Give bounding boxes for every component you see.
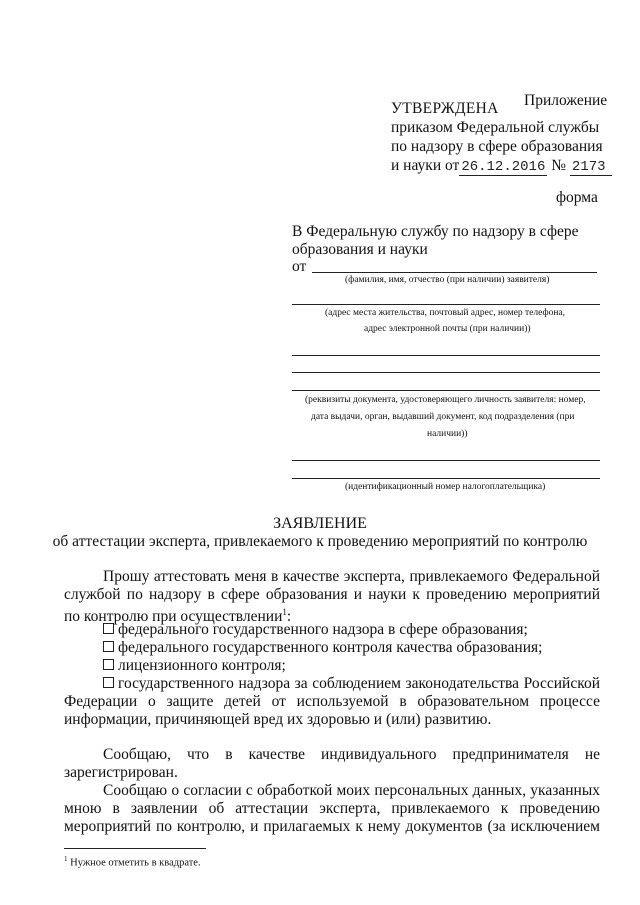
approved-label: УТВЕРЖДЕНА xyxy=(391,100,499,117)
body-p3-line-2: мною в заявлении об аттестации эксперта, привлекаемого к проведению xyxy=(64,800,600,817)
option-3-label: лицензионного контроля; xyxy=(118,657,286,674)
option-1-label: федерального государственного надзора в сфере образования; xyxy=(118,621,528,638)
option-education-supervision xyxy=(103,620,528,639)
checkbox-3[interactable] xyxy=(103,659,114,670)
option-2-label: федерального государственного контроля качества образования; xyxy=(118,639,543,656)
addressee-line-2: образования и науки xyxy=(292,241,428,258)
option-4-line-3: информации, причиняющей вред их здоровью и (или) развитию. xyxy=(64,711,492,728)
checkbox-1[interactable] xyxy=(103,623,114,634)
body-p1-line-3-text: по контролю при осуществлении xyxy=(64,608,283,626)
appendix-label: Приложение xyxy=(524,92,608,109)
address-field-line[interactable] xyxy=(292,304,600,305)
address-hint-1: (адрес места жительства, почтовый адрес, номер телефона, xyxy=(325,308,566,318)
address-hint-2: адрес электронной почты (при наличии)) xyxy=(364,324,531,334)
option-quality-control xyxy=(103,638,542,657)
id-doc-field-line-1[interactable] xyxy=(292,355,600,356)
body-p1-line-1: Прошу аттестовать меня в качестве эксперта, привлекаемого Федеральной xyxy=(103,568,600,585)
option-4-label-1: государственного надзора за соблюдением законодательства Российской xyxy=(118,675,600,692)
footnote-ref: 1 xyxy=(282,607,287,617)
inn-field-line-2[interactable] xyxy=(292,478,600,479)
id-doc-field-line-2[interactable] xyxy=(292,372,600,373)
order-number: 2173 xyxy=(570,159,612,176)
footnote-mark: 1 xyxy=(64,855,68,863)
order-line-3 xyxy=(391,156,612,177)
body-p2-line-1: Сообщаю, что в качестве индивидуального предпринимателя не xyxy=(103,746,600,763)
body-p1-line-2: службой по надзору в сфере образования и науки к проведению мероприятий xyxy=(64,586,600,603)
body-p3-line-3: мероприятий по контролю, и прилагаемых к нему документов (за исключением xyxy=(64,818,600,835)
addressee-line-1: В Федеральную службу по надзору в сфере xyxy=(292,223,579,240)
option-4-line-2: Федерации о защите детей от используемой в образовательном процессе xyxy=(64,693,600,710)
document-subtitle: об аттестации эксперта, привлекаемого к проведению мероприятий по контролю xyxy=(52,533,588,550)
body-p2-line-2: зарегистрирован. xyxy=(64,764,178,781)
id-doc-hint-1: (реквизиты документа, удостоверяющего личность заявителя: номер, xyxy=(305,395,586,405)
id-doc-hint-3: наличии)) xyxy=(427,429,468,439)
order-no-sign: № xyxy=(551,157,567,174)
from-label: от xyxy=(292,258,307,275)
footnote xyxy=(64,853,201,870)
name-field-line[interactable] xyxy=(312,272,597,273)
checkbox-2[interactable] xyxy=(103,641,114,652)
body-p1-line-3-end: : xyxy=(286,608,292,626)
id-doc-hint-2: дата выдачи, орган, выдавший документ, код подразделения (при xyxy=(311,412,575,422)
form-label: форма xyxy=(556,189,598,206)
option-licensing-control xyxy=(103,656,286,675)
footnote-separator xyxy=(64,848,206,849)
inn-field-line-1[interactable] xyxy=(292,460,600,461)
document-title: ЗАЯВЛЕНИЕ xyxy=(273,515,367,532)
order-line-2: по надзору в сфере образования xyxy=(391,138,603,155)
order-line-3-prefix: и науки от xyxy=(391,157,460,174)
footnote-text: Нужное отметить в квадрате. xyxy=(70,857,201,869)
checkbox-4[interactable] xyxy=(103,677,114,688)
order-line-1: приказом Федеральной службы xyxy=(391,119,600,136)
name-field-hint: (фамилия, имя, отчество (при наличии) заявителя) xyxy=(345,275,550,285)
option-child-protection xyxy=(103,674,600,693)
order-date: 26.12.2016 xyxy=(461,159,546,175)
inn-hint: (идентификационный номер налогоплательщика) xyxy=(345,482,546,492)
id-doc-field-line-3[interactable] xyxy=(292,390,600,391)
body-p3-line-1: Сообщаю о согласии с обработкой моих персональных данных, указанных xyxy=(103,782,600,799)
